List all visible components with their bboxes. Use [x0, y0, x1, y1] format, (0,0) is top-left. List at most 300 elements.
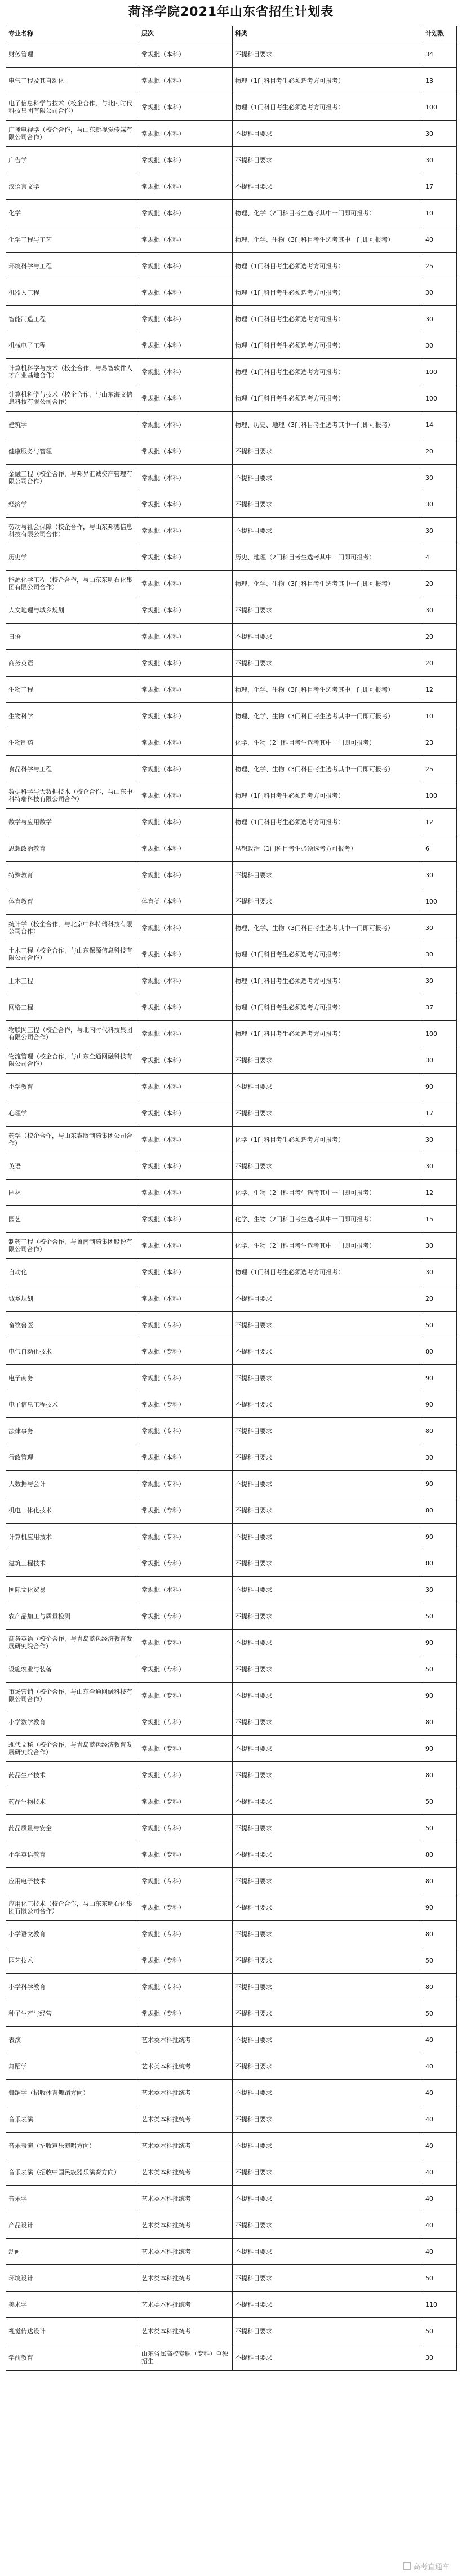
quota-cell: 30	[423, 121, 457, 147]
level-cell: 常规批（本科）	[139, 253, 233, 279]
level-cell: 常规批（本科）	[139, 121, 233, 147]
quota-cell: 20	[423, 624, 457, 650]
table-row	[6, 809, 457, 835]
quota-cell: 4	[423, 544, 457, 571]
subject-cell: 不提科目要求	[233, 1100, 423, 1127]
quota-cell: 40	[423, 226, 457, 253]
major-cell: 广播电视学（校企合作，与山东新视觉传媒有限公司合作）	[6, 121, 139, 147]
level-cell: 常规批（本科）	[139, 518, 233, 544]
enrollment-plan-table	[6, 26, 457, 2371]
table-row	[6, 68, 457, 94]
subject-cell: 不提科目要求	[233, 1524, 423, 1550]
level-cell: 常规批（专科）	[139, 1921, 233, 1947]
subject-cell: 不提科目要求	[233, 465, 423, 491]
level-cell: 常规批（本科）	[139, 624, 233, 650]
subject-cell: 化学、生物（2门科目考生选考其中一门即可报考）	[233, 1233, 423, 1259]
level-cell: 常规批（专科）	[139, 1868, 233, 1894]
level-cell: 常规批（本科）	[139, 1100, 233, 1127]
major-cell: 计算机应用技术	[6, 1524, 139, 1550]
subject-cell: 不提科目要求	[233, 2080, 423, 2106]
subject-cell: 不提科目要求	[233, 1630, 423, 1656]
quota-cell: 34	[423, 41, 457, 68]
quota-cell: 40	[423, 2212, 457, 2239]
major-cell: 智能制造工程	[6, 306, 139, 332]
level-cell: 常规批（专科）	[139, 1418, 233, 1444]
major-cell: 土木工程（校企合作，与山东保源信息科技有限公司合作）	[6, 941, 139, 968]
subject-cell: 不提科目要求	[233, 1391, 423, 1418]
subject-cell: 不提科目要求	[233, 1974, 423, 2000]
major-cell: 化学工程与工艺	[6, 226, 139, 253]
table-row	[6, 1709, 457, 1736]
level-cell: 常规批（本科）	[139, 438, 233, 465]
subject-cell: 物理、化学（2门科目考生选考其中一门即可报考）	[233, 200, 423, 226]
quota-cell: 37	[423, 994, 457, 1021]
subject-cell: 不提科目要求	[233, 1603, 423, 1630]
level-cell: 常规批（专科）	[139, 1312, 233, 1338]
quota-cell: 80	[423, 1762, 457, 1788]
table-row	[6, 1047, 457, 1074]
quota-cell: 100	[423, 359, 457, 385]
table-row	[6, 1974, 457, 2000]
major-cell: 音乐学	[6, 2186, 139, 2212]
table-row	[6, 306, 457, 332]
major-cell: 小学教育	[6, 1074, 139, 1100]
subject-cell: 不提科目要求	[233, 1285, 423, 1312]
table-row	[6, 2292, 457, 2318]
subject-cell: 物理（1门科目考生必须选考方可报考）	[233, 279, 423, 306]
subject-cell: 不提科目要求	[233, 438, 423, 465]
subject-cell: 物理（1门科目考生必须选考方可报考）	[233, 994, 423, 1021]
quota-cell: 10	[423, 200, 457, 226]
subject-cell: 物理（1门科目考生必须选考方可报考）	[233, 332, 423, 359]
subject-cell: 不提科目要求	[233, 2239, 423, 2265]
table-row	[6, 1206, 457, 1233]
header-level: 层次	[139, 26, 233, 41]
table-row	[6, 2318, 457, 2344]
level-cell: 常规批（本科）	[139, 703, 233, 729]
subject-cell: 不提科目要求	[233, 1841, 423, 1868]
subject-cell: 不提科目要求	[233, 1365, 423, 1391]
subject-cell: 思想政治（1门科目考生必须选考方可报考）	[233, 835, 423, 862]
table-row	[6, 1074, 457, 1100]
quota-cell: 30	[423, 491, 457, 518]
quota-cell: 17	[423, 1100, 457, 1127]
quota-cell: 30	[423, 1577, 457, 1603]
quota-cell: 50	[423, 2265, 457, 2292]
quota-cell: 30	[423, 332, 457, 359]
major-cell: 制药工程（校企合作，与鲁南制药集团股份有限公司合作）	[6, 1233, 139, 1259]
quota-cell: 100	[423, 1021, 457, 1047]
level-cell: 常规批（本科）	[139, 332, 233, 359]
table-row	[6, 385, 457, 412]
level-cell: 常规批（本科）	[139, 544, 233, 571]
level-cell: 山东省属高校专职（专科）单独招生	[139, 2344, 233, 2371]
table-row	[6, 1180, 457, 1206]
level-cell: 艺术类本科批统考	[139, 2186, 233, 2212]
quota-cell: 50	[423, 2318, 457, 2344]
table-row	[6, 1418, 457, 1444]
major-cell: 种子生产与经营	[6, 2000, 139, 2027]
major-cell: 生物工程	[6, 677, 139, 703]
watermark	[403, 2561, 450, 2571]
level-cell: 艺术类本科批统考	[139, 2080, 233, 2106]
quota-cell: 30	[423, 1233, 457, 1259]
major-cell: 设施农业与装备	[6, 1656, 139, 1683]
quota-cell: 12	[423, 677, 457, 703]
subject-cell: 物理、化学、生物（3门科目考生选考其中一门即可报考）	[233, 571, 423, 597]
level-cell: 常规批（本科）	[139, 491, 233, 518]
quota-cell: 80	[423, 1709, 457, 1736]
subject-cell: 物理、化学、生物（3门科目考生选考其中一门即可报考）	[233, 756, 423, 782]
quota-cell: 90	[423, 1471, 457, 1497]
major-cell: 人文地理与城乡规划	[6, 597, 139, 624]
subject-cell: 物理、化学、生物（3门科目考生选考其中一门即可报考）	[233, 677, 423, 703]
level-cell: 常规批（专科）	[139, 1762, 233, 1788]
level-cell: 艺术类本科批统考	[139, 2318, 233, 2344]
quota-cell: 80	[423, 1974, 457, 2000]
major-cell: 机械电子工程	[6, 332, 139, 359]
table-row	[6, 1815, 457, 1841]
level-cell: 常规批（本科）	[139, 677, 233, 703]
level-cell: 常规批（本科）	[139, 729, 233, 756]
quota-cell: 100	[423, 782, 457, 809]
table-row	[6, 888, 457, 915]
level-cell: 常规批（本科）	[139, 835, 233, 862]
quota-cell: 30	[423, 1259, 457, 1285]
level-cell: 常规批（本科）	[139, 279, 233, 306]
major-cell: 金融工程（校企合作，与邦昇汇诚资产管理有限公司合作）	[6, 465, 139, 491]
level-cell: 艺术类本科批统考	[139, 2159, 233, 2186]
subject-cell: 物理（1门科目考生必须选考方可报考）	[233, 385, 423, 412]
quota-cell: 80	[423, 1868, 457, 1894]
level-cell: 常规批（本科）	[139, 650, 233, 677]
major-cell: 畜牧兽医	[6, 1312, 139, 1338]
header-quota: 计划数	[423, 26, 457, 41]
table-row	[6, 438, 457, 465]
level-cell: 常规批（本科）	[139, 994, 233, 1021]
quota-cell: 40	[423, 2186, 457, 2212]
quota-cell: 23	[423, 729, 457, 756]
level-cell: 常规批（专科）	[139, 1471, 233, 1497]
level-cell: 常规批（本科）	[139, 147, 233, 173]
subject-cell: 不提科目要求	[233, 1788, 423, 1815]
table-row	[6, 1577, 457, 1603]
quota-cell: 30	[423, 597, 457, 624]
level-cell: 常规批（专科）	[139, 1630, 233, 1656]
subject-cell: 物理、历史、地理（3门科目考生选考其中一门即可报考）	[233, 412, 423, 438]
quota-cell: 80	[423, 1841, 457, 1868]
level-cell: 常规批（本科）	[139, 941, 233, 968]
table-row	[6, 1127, 457, 1153]
table-row	[6, 1524, 457, 1550]
level-cell: 常规批（本科）	[139, 1206, 233, 1233]
table-row	[6, 1762, 457, 1788]
subject-cell: 不提科目要求	[233, 650, 423, 677]
quota-cell: 90	[423, 1683, 457, 1709]
major-cell: 计算机科学与技术（校企合作，与山东海文信息科技有限公司合作）	[6, 385, 139, 412]
subject-cell: 物理（1门科目考生必须选考方可报考）	[233, 253, 423, 279]
table-row	[6, 1947, 457, 1974]
quota-cell: 20	[423, 438, 457, 465]
subject-cell: 不提科目要求	[233, 121, 423, 147]
table-row	[6, 2159, 457, 2186]
table-row	[6, 544, 457, 571]
subject-cell: 化学、生物（2门科目考生选考其中一门即可报考）	[233, 1180, 423, 1206]
major-cell: 药学（校企合作，与山东睿鹰制药集团公司合作）	[6, 1127, 139, 1153]
major-cell: 音乐表演（招收声乐演唱方向）	[6, 2133, 139, 2159]
quota-cell: 40	[423, 2027, 457, 2053]
table-row	[6, 518, 457, 544]
table-row	[6, 2133, 457, 2159]
table-row	[6, 2000, 457, 2027]
quota-cell: 20	[423, 650, 457, 677]
subject-cell: 不提科目要求	[233, 2318, 423, 2344]
subject-cell: 不提科目要求	[233, 1418, 423, 1444]
header-major: 专业名称	[6, 26, 139, 41]
major-cell: 药品生产技术	[6, 1762, 139, 1788]
quota-cell: 40	[423, 2159, 457, 2186]
level-cell: 常规批（专科）	[139, 2000, 233, 2027]
quota-cell: 90	[423, 1894, 457, 1921]
major-cell: 生物科学	[6, 703, 139, 729]
quota-cell: 90	[423, 1524, 457, 1550]
quota-cell: 30	[423, 968, 457, 994]
table-row	[6, 1656, 457, 1683]
major-cell: 行政管理	[6, 1444, 139, 1471]
quota-cell: 50	[423, 1603, 457, 1630]
major-cell: 药品质量与安全	[6, 1815, 139, 1841]
table-row	[6, 729, 457, 756]
table-row	[6, 968, 457, 994]
major-cell: 国际文化贸易	[6, 1577, 139, 1603]
table-row	[6, 2106, 457, 2133]
quota-cell: 10	[423, 703, 457, 729]
major-cell: 能源化学工程（校企合作，与山东东明石化集团有限公司合作）	[6, 571, 139, 597]
table-row	[6, 1153, 457, 1180]
quota-cell: 80	[423, 1921, 457, 1947]
level-cell: 常规批（专科）	[139, 1683, 233, 1709]
table-row	[6, 1550, 457, 1577]
level-cell: 常规批（专科）	[139, 1788, 233, 1815]
subject-cell: 化学、生物（2门科目考生选考其中一门即可报考）	[233, 729, 423, 756]
table-row	[6, 1788, 457, 1815]
major-cell: 小学数学教育	[6, 1709, 139, 1736]
major-cell: 大数据与会计	[6, 1471, 139, 1497]
level-cell: 常规批（专科）	[139, 1709, 233, 1736]
table-row	[6, 2265, 457, 2292]
major-cell: 环境科学与工程	[6, 253, 139, 279]
subject-cell: 不提科目要求	[233, 518, 423, 544]
major-cell: 电子信息工程技术	[6, 1391, 139, 1418]
major-cell: 产品设计	[6, 2212, 139, 2239]
major-cell: 园艺技术	[6, 1947, 139, 1974]
watermark-text: 高考直通车	[412, 2563, 450, 2571]
subject-cell: 物理（1门科目考生必须选考方可报考）	[233, 782, 423, 809]
major-cell: 小学科学教育	[6, 1974, 139, 2000]
major-cell: 数学与应用数学	[6, 809, 139, 835]
major-cell: 舞蹈学（招收体育舞蹈方向）	[6, 2080, 139, 2106]
table-row	[6, 2027, 457, 2053]
quota-cell: 50	[423, 1815, 457, 1841]
quota-cell: 100	[423, 94, 457, 121]
quota-cell: 12	[423, 809, 457, 835]
table-row	[6, 1894, 457, 1921]
subject-cell: 不提科目要求	[233, 1444, 423, 1471]
level-cell: 常规批（专科）	[139, 1338, 233, 1365]
major-cell: 物联网工程（校企合作，与北内时代科技集团有限公司合作）	[6, 1021, 139, 1047]
table-row	[6, 941, 457, 968]
level-cell: 常规批（本科）	[139, 94, 233, 121]
subject-cell: 不提科目要求	[233, 2000, 423, 2027]
quota-cell: 40	[423, 2080, 457, 2106]
table-row	[6, 1736, 457, 1762]
subject-cell: 不提科目要求	[233, 2186, 423, 2212]
level-cell: 常规批（本科）	[139, 1577, 233, 1603]
table-row	[6, 1471, 457, 1497]
subject-cell: 不提科目要求	[233, 1709, 423, 1736]
level-cell: 常规批（本科）	[139, 226, 233, 253]
document-title: 菏泽学院2021年山东省招生计划表	[128, 5, 334, 19]
major-cell: 机电一体化技术	[6, 1497, 139, 1524]
table-row	[6, 597, 457, 624]
major-cell: 健康服务与管理	[6, 438, 139, 465]
table-row	[6, 94, 457, 121]
subject-cell: 不提科目要求	[233, 1921, 423, 1947]
watermark-logo-icon	[403, 2562, 411, 2570]
subject-cell: 不提科目要求	[233, 1868, 423, 1894]
quota-cell: 50	[423, 1312, 457, 1338]
major-cell: 广告学	[6, 147, 139, 173]
subject-cell: 不提科目要求	[233, 2212, 423, 2239]
level-cell: 艺术类本科批统考	[139, 2239, 233, 2265]
level-cell: 常规批（本科）	[139, 385, 233, 412]
table-row	[6, 359, 457, 385]
level-cell: 常规批（专科）	[139, 1391, 233, 1418]
quota-cell: 20	[423, 1285, 457, 1312]
quota-cell: 30	[423, 1153, 457, 1180]
level-cell: 常规批（本科）	[139, 41, 233, 68]
level-cell: 常规批（本科）	[139, 571, 233, 597]
subject-cell: 不提科目要求	[233, 1894, 423, 1921]
subject-cell: 不提科目要求	[233, 491, 423, 518]
major-cell: 日语	[6, 624, 139, 650]
table-row	[6, 2344, 457, 2371]
quota-cell: 90	[423, 1074, 457, 1100]
major-cell: 食品科学与工程	[6, 756, 139, 782]
subject-cell: 物理（1门科目考生必须选考方可报考）	[233, 941, 423, 968]
quota-cell: 17	[423, 173, 457, 200]
table-row	[6, 200, 457, 226]
major-cell: 网络工程	[6, 994, 139, 1021]
major-cell: 心理学	[6, 1100, 139, 1127]
subject-cell: 不提科目要求	[233, 2265, 423, 2292]
table-row	[6, 2186, 457, 2212]
table-row	[6, 862, 457, 888]
table-row	[6, 1391, 457, 1418]
major-cell: 法律事务	[6, 1418, 139, 1444]
table-row	[6, 994, 457, 1021]
major-cell: 体育教育	[6, 888, 139, 915]
major-cell: 建筑学	[6, 412, 139, 438]
quota-cell: 25	[423, 253, 457, 279]
subject-cell: 化学（1门科目考生必须选考方可报考）	[233, 1127, 423, 1153]
quota-cell: 30	[423, 862, 457, 888]
subject-cell: 不提科目要求	[233, 2133, 423, 2159]
table-row	[6, 279, 457, 306]
quota-cell: 40	[423, 2053, 457, 2080]
major-cell: 经济学	[6, 491, 139, 518]
level-cell: 常规批（本科）	[139, 597, 233, 624]
quota-cell: 50	[423, 1788, 457, 1815]
major-cell: 应用电子技术	[6, 1868, 139, 1894]
subject-cell: 不提科目要求	[233, 1471, 423, 1497]
level-cell: 常规批（本科）	[139, 1047, 233, 1074]
level-cell: 常规批（本科）	[139, 968, 233, 994]
level-cell: 常规批（本科）	[139, 173, 233, 200]
table-row	[6, 624, 457, 650]
subject-cell: 不提科目要求	[233, 1047, 423, 1074]
quota-cell: 30	[423, 1047, 457, 1074]
table-row	[6, 173, 457, 200]
major-cell: 应用化工技术（校企合作，与山东东明石化集团有限公司合作）	[6, 1894, 139, 1921]
quota-cell: 30	[423, 915, 457, 941]
level-cell: 常规批（本科）	[139, 1021, 233, 1047]
table-row	[6, 1285, 457, 1312]
level-cell: 常规批（本科）	[139, 862, 233, 888]
major-cell: 现代文秘（校企合作，与青岛蓝色经济教育发展研究院合作）	[6, 1736, 139, 1762]
quota-cell: 30	[423, 1127, 457, 1153]
major-cell: 劳动与社会保障（校企合作，与山东邦德信息科技有限公司合作）	[6, 518, 139, 544]
level-cell: 常规批（专科）	[139, 1365, 233, 1391]
subject-cell: 物理（1门科目考生必须选考方可报考）	[233, 68, 423, 94]
subject-cell: 不提科目要求	[233, 2106, 423, 2133]
major-cell: 园艺	[6, 1206, 139, 1233]
table-row	[6, 491, 457, 518]
level-cell: 常规批（本科）	[139, 1444, 233, 1471]
subject-cell: 不提科目要求	[233, 1074, 423, 1100]
table-row	[6, 1312, 457, 1338]
level-cell: 常规批（本科）	[139, 412, 233, 438]
major-cell: 药品生物技术	[6, 1788, 139, 1815]
quota-cell: 13	[423, 68, 457, 94]
level-cell: 常规批（专科）	[139, 1815, 233, 1841]
major-cell: 商务英语	[6, 650, 139, 677]
major-cell: 特殊教育	[6, 862, 139, 888]
major-cell: 电子商务	[6, 1365, 139, 1391]
major-cell: 机器人工程	[6, 279, 139, 306]
subject-cell: 不提科目要求	[233, 597, 423, 624]
table-row	[6, 571, 457, 597]
major-cell: 自动化	[6, 1259, 139, 1285]
quota-cell: 40	[423, 2133, 457, 2159]
quota-cell: 30	[423, 941, 457, 968]
level-cell: 常规批（本科）	[139, 1127, 233, 1153]
table-row	[6, 782, 457, 809]
table-row	[6, 1868, 457, 1894]
subject-cell: 物理（1门科目考生必须选考方可报考）	[233, 94, 423, 121]
subject-cell: 不提科目要求	[233, 2159, 423, 2186]
level-cell: 常规批（本科）	[139, 1074, 233, 1100]
level-cell: 常规批（专科）	[139, 1603, 233, 1630]
subject-cell: 不提科目要求	[233, 41, 423, 68]
major-cell: 动画	[6, 2239, 139, 2265]
table-row	[6, 465, 457, 491]
level-cell: 常规批（本科）	[139, 1285, 233, 1312]
level-cell: 艺术类本科批统考	[139, 2265, 233, 2292]
major-cell: 化学	[6, 200, 139, 226]
quota-cell: 80	[423, 1338, 457, 1365]
quota-cell: 30	[423, 147, 457, 173]
